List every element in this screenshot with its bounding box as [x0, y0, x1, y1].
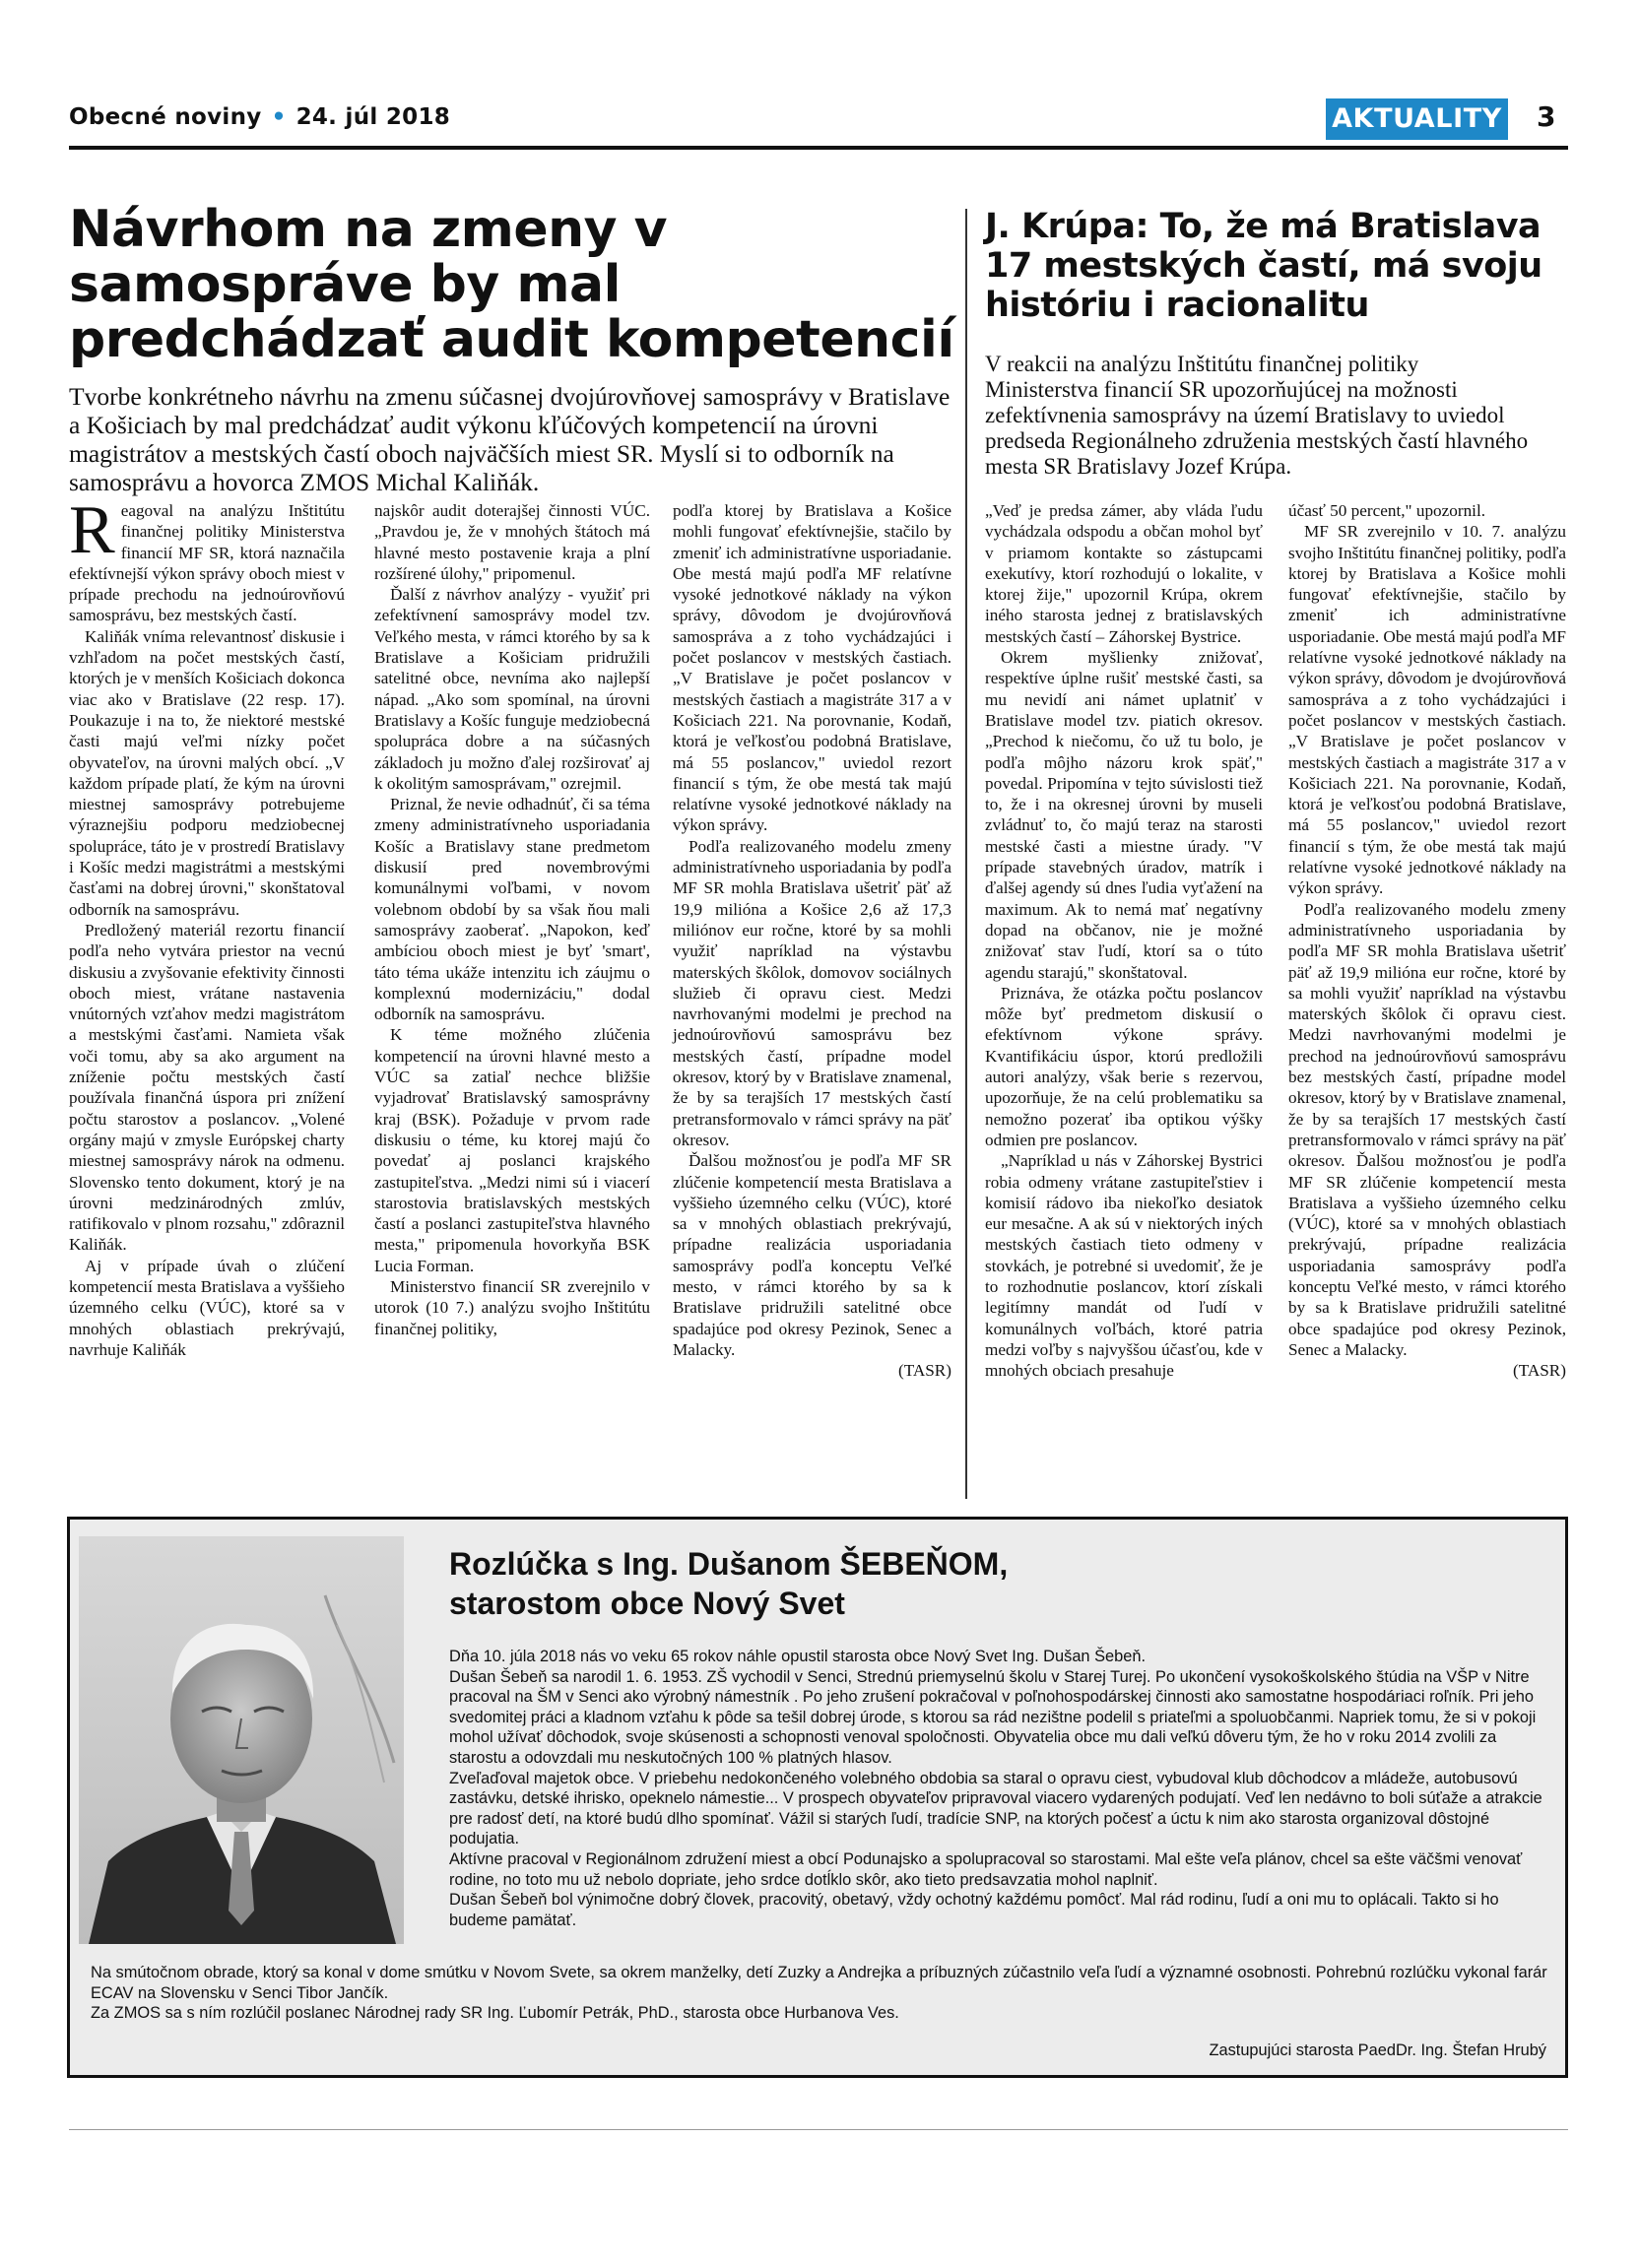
paragraph: Podľa realizovaného modelu zmeny administratívneho usporiadania by podľa MF SR mohla Bratislava ušetriť päť až 19,9 milióna a Košice 2,6 až 17,3 miliónov eur ročne, ktoré by sa mohli využiť napríklad na výstavbu materských škôlok, domovov sociálnych služieb či opravu ciest. Medzi navrhovanými modelmi je prechod na jednoúrovňovú samosprávu bez mestských častí, prípadne model okresov, ktorý by v Bratislave znamenal, že by sa terajších 17 mestských častí pretransformovalo v rámci správy na päť okresov. [673, 836, 951, 1149]
portrait-illustration [79, 1536, 404, 1944]
paragraph: Zveľaďoval majetok obce. V priebehu nedokončeného volebného obdobia sa staral o opravu ciest, vybudoval klub dôchodcov a mládeže, autobusovú zastávku, detské ihrisko, opeknelo námestie... V prospech obyvateľov pripravoval viacero vydarených podujatí. Veď len nedávno to boli súťaže a atrakcie pre radosť detí, na ktoré budú dlho spomínať. Vážil si starých ľudí, tradície SNP, na ktorých počesť a úctu k nim ako starosta organizoval dôstojné podujatia. [449, 1769, 1542, 1848]
paragraph: Predložený materiál rezortu financií podľa neho vytvára priestor na vecnú diskusiu a zvyšovanie efektivity činnosti oboch miest, vrátane nastavenia vnútorných vzťahov medzi magistrátom a mestskými časťami. Namieta však voči tomu, aby sa ako argument na zníženie počtu mestských častí používala finančná úspora pri znížení počtu starostov a poslancov. „Volené orgány majú v zmysle Európskej charty miestnej samosprávy nárok na odmenu. Slovensko tento dokument, ktorý je na úrovni medzinárodných zmlúv, ratifikovalo v plnom rozsahu," zdôraznil Kaliňák. [69, 920, 345, 1255]
article2-column-1 [985, 500, 1263, 1381]
paragraph: Dušan Šebeň bol výnimočne dobrý človek, pracovitý, obetavý, vždy ochotný každému pomôcť. Mal rád rodinu, ľudí a oni mu to oplácali. Takto si ho budeme pamätať. [449, 1891, 1499, 1929]
article2-column-2 [1288, 500, 1566, 1381]
paragraph: „Napríklad u nás v Záhorskej Bystrici robia odmeny vrátane zastupiteľstiev i komisií rádovo iba niekoľko desiatok eur mesačne. A ak sú v niektorých iných mestských častiach tieto odmeny v stovkách, je potrebné si uvedomiť, že je to rozhodnutie poslancov, ktorí získali legitímny mandát od ľudí v komunálnych voľbách, ktoré patria medzi voľby s najvyššou účasťou, kde v mnohých obciach presahuje [985, 1151, 1263, 1381]
paragraph: Dušan Šebeň sa narodil 1. 6. 1953. ZŠ vychodil v Senci, Strednú priemyselnú školu v Starej Turej. Po ukončení vysokoškolského štúdia na VŠP v Nitre pracoval na ŠM v Senci ako výrobný námestník . Po jeho zrušení pokračoval v poľnohospodárskej činnosti ako samostatne hospodáriaci roľník. Pri jeho svedomitej práci a kladnom vzťahu k pôde sa tešil dobrej úrode, s ktorou sa rád nezištne podelil s priateľmi a spoluobčanmi. Napriek tomu, že si v pokoji mohol užívať dôchodok, svoje skúsenosti a schopnosti venoval spoločnosti. Obyvatelia obce mu dali veľkú dôveru tým, že ho v roku 2014 zvolili za starostu a odovzdali mu neskutočných 100 % platných hlasov. [449, 1667, 1537, 1767]
paragraph: Na smútočnom obrade, ktorý sa konal v dome smútku v Novom Svete, sa okrem manželky, detí Zuzky a Andrejka a príbuzných zúčastnilo veľa ľudí a významné osobnosti. Pohrebnú rozlúčku vykonal farár ECAV na Slovensku v Senci Tibor Jančík. [91, 1964, 1547, 2002]
article2-headline: J. Krúpa: To, že má Bratislava 17 mestských častí, má svoju históriu i racionalitu [985, 207, 1542, 325]
paragraph: Priznal, že nevie odhadnúť, či sa téma zmeny administratívneho usporiadania Košíc a Bratislavy stane predmetom diskusií pred novembrovými komunálnymi voľbami, v novom volebnom období by sa však ňou mali samosprávy zaoberať. „Napokon, keď ambíciou oboch miest je byť 'smart', táto téma ukáže intenzitu ich záujmu o komplexnú modernizáciu," dodal odborník na samosprávu. [374, 795, 650, 1024]
article1-headline: Návrhom na zmeny v samospráve by mal predchádzať audit kompetencií [69, 200, 954, 369]
paragraph: „Veď je predsa zámer, aby vláda ľudu vychádzala odspodu a občan mohol byť v priamom kontakte so zástupcami exekutívy, ktorí rozhodujú o lokalite, v ktorej žije," upozornil Krúpa, okrem iného starosta jednej z bratislavských mestských častí – Záhorskej Bystrice. [985, 501, 1263, 646]
obituary-footer [91, 1963, 1548, 2024]
issue-date: 24. júl 2018 [295, 104, 451, 130]
article1-column-2 [374, 500, 650, 1339]
obituary-title-line-1: Rozlúčka s Ing. Dušanom ŠEBEŇOM, [449, 1546, 1009, 1582]
paragraph: Ministerstvo financií SR zverejnilo v utorok (10 7.) analýzu svojho Inštitútu finančnej politiky, [374, 1276, 650, 1338]
footer-rule [69, 2129, 1568, 2130]
paragraph: Ďalšou možnosťou je podľa MF SR zlúčenie kompetencií mesta Bratislava a vyššieho územného celku (VÚC), ktoré sa v mnohých oblastiach prekrývajú, prípadne realizácia usporiadania samosprávy podľa konceptu Veľké mesto, v rámci ktorého by sa k Bratislave pridružili satelitné obce spadajúce pod okresy Pezinok, Senec a Malacky. [673, 1151, 951, 1359]
paragraph: Podľa realizovaného modelu zmeny administratívneho usporiadania by podľa MF SR mohla Bratislava ušetriť päť až 19,9 milióna eur ročne, ktoré by sa mohli využiť napríklad na výstavbu materských škôlok či opravu ciest. Medzi navrhovanými modelmi je prechod na jednoúrovňovú samosprávu bez mestských častí, prípadne model okresov, ktorý by v Bratislave znamenal, že by sa terajších 17 mestských častí pretransformovalo v rámci správy na päť okresov. Ďalšou možnosťou je podľa MF SR zlúčenie kompetencií mesta Bratislava a vyššieho územného celku (VÚC), ktoré sa v mnohých oblastiach prekrývajú, prípadne realizácia usporiadania samosprávy podľa konceptu Veľké mesto, v rámci ktorého by sa k Bratislave pridružili satelitné obce spadajúce pod okresy Pezinok, Senec a Malacky. [1288, 899, 1566, 1359]
paragraph: MF SR zverejnilo v 10. 7. analýzu svojho Inštitútu finančnej politiky, podľa ktorej by Bratislava a Košice mohli fungovať efektívnejšie, stačilo by zmeniť ich administratívne usporiadanie. Obe mestá majú podľa MF relatívne vysoké jednotkové náklady na výkon správy, dôvodom je dvojúrovňová samospráva a z toho vychádzajúci i počet poslancov v mestských častiach. „V Bratislave je počet poslancov v mestských častiach a magistráte 317 a v Košiciach 221. Na porovnanie, Kodaň, ktorá je veľkosťou podobná Bratislave, má 55 poslancov," uviedol rezort financií s tým, že obe mestá tak majú relatívne vysoké jednotkové náklady na výkon správy. [1288, 522, 1566, 898]
paragraph: Reagoval na analýzu Inštitútu finančnej politiky Ministerstva financií MF SR, ktorá naznačila efektívnejší výkon správy oboch miest v prípade prechodu na jednoúrovňovú samosprávu, bez mestských častí. [69, 492, 345, 625]
column-divider [965, 209, 967, 1499]
article2-lead: V reakcii na analýzu Inštitútu finančnej politiky Ministerstva financií SR upozorňujúcej na možnosti zefektívnenia samosprávy na území Bratislavy to uviedol predseda Regionálneho združenia mestských častí hlavného mesta SR Bratislavy Jozef Krúpa. [985, 352, 1529, 479]
publication-name: Obecné noviny [69, 104, 262, 130]
section-label: AKTUALITY [1326, 98, 1508, 140]
page-number: 3 [1537, 100, 1556, 133]
paragraph: Okrem myšlienky znižovať, respektíve úplne rušiť mestské časti, sa mu nevidí ani námet uplatniť v Bratislave model tzv. piatich okresov. „Prechod k niečomu, čo už tu bolo, je podľa môjho názoru krok späť," povedal. Pripomína v tejto súvislosti tiež to, že i na okresnej úrovni by museli zvládnuť to, čo majú teraz na starosti mestské časti a miestne úrady. "V prípade stavebných úradov, matrík i ďalšej agendy sú dnes ľudia vyťažení na maximum. Ak to nemá mať negatívny dopad na občanov, nie je možné znižovať stav ľudí, ktorí sa o túto agendu starajú," skonštatoval. [985, 648, 1263, 982]
obituary-signature: Zastupujúci starosta PaedDr. Ing. Štefan Hrubý [1209, 2041, 1546, 2059]
article1-lead: Tvorbe konkrétneho návrhu na zmenu súčasnej dvojúrovňovej samosprávy v Bratislave a Košiciach by mal predchádzať audit výkonu kľúčových kompetencií na úrovni magistrátov a mestských častí oboch najväčších miest SR. Myslí si to odborník na samosprávu a hovorca ZMOS Michal Kaliňák. [69, 382, 951, 496]
drop-cap: R [69, 492, 115, 568]
article1-source: (TASR) [897, 1361, 951, 1381]
paragraph: podľa ktorej by Bratislava a Košice mohli fungovať efektívnejšie, stačilo by zmeniť ich administratívne usporiadanie. Obe mestá majú podľa MF relatívne vysoké jednotkové náklady na výkon správy, dôvodom je dvojúrovňová samospráva a z toho vychádzajúci i počet poslancov v mestských častiach. „V Bratislave je počet poslancov v mestských častiach a magistráte 317 a v Košiciach 221. Na porovnanie, Kodaň, ktorá je veľkosťou podobná Bratislave, má 55 poslancov," uviedol rezort financií s tým, že obe mestá tak majú relatívne vysoké jednotkové náklady na výkon správy. [673, 501, 951, 835]
paragraph: Priznáva, že otázka počtu poslancov môže byť predmetom diskusií o efektívnom výkone správy. Kvantifikáciu úspor, ktorú predložili autori analýzy, však berie s rezervou, upozorňuje, že na celú problematiku sa nemožno pozerať iba optikou výšky odmien pre poslancov. [985, 983, 1263, 1149]
portrait-photo [79, 1536, 404, 1944]
article2-source: (TASR) [1512, 1361, 1566, 1381]
header-rule [69, 146, 1568, 150]
paragraph: Kaliňák vníma relevantnosť diskusie i vzhľadom na počet mestských častí, ktorých je v menších Košiciach dokonca viac ako v Bratislave (22 resp. 17). Poukazuje i na to, že niektoré mestské časti majú veľmi nízky počet obyvateľov, na úrovni malých obcí. „V každom prípade platí, že kým na úrovni miestnej samosprávy potrebujeme výraznejšiu podporu medziobecnej spolupráce, táto je v prostredí Bratislavy i Košíc medzi magistrátmi a mestskými časťami na dobrej úrovni," skonštatoval odborník na samosprávu. [69, 626, 345, 919]
paragraph: Aj v prípade úvah o zlúčení kompetencií mesta Bratislava a vyššieho územného celku (VÚC), ktoré sa v mnohých oblastiach prekrývajú, navrhuje Kaliňák [69, 1256, 345, 1359]
paragraph: Dňa 10. júla 2018 nás vo veku 65 rokov náhle opustil starosta obce Nový Svet Ing. Dušan Šebeň. [449, 1648, 1147, 1665]
obituary-title [449, 1544, 1533, 1623]
paragraph: Za ZMOS sa s ním rozlúčil poslanec Národnej rady SR Ing. Ľubomír Petrák, PhD., starosta obce Hurbanova Ves. [91, 2004, 899, 2023]
paragraph: Aktívne pracoval v Regionálnom združení miest a obcí Podunajsko a spolupracoval so starostami. Mal ešte veľa plánov, chcel sa ešte väčšmi venovať rodine, no toto mu už nebolo dopriate, jeho srdce dotĺklo skôr, ako tieto predsavzatia mohol naplniť. [449, 1849, 1523, 1889]
masthead [69, 104, 450, 130]
article1-column-3 [673, 500, 951, 1381]
separator-dot: • [271, 104, 287, 130]
paragraph: účasť 50 percent," upozornil. [1288, 501, 1486, 520]
paragraph: najskôr audit doterajšej činnosti VÚC. „Pravdou je, že v mnohých štátoch má hlavné mesto postavenie kraja a plní rozšírené úlohy," pripomenul. [374, 501, 650, 583]
article1-column-1 [69, 492, 345, 1360]
paragraph: Ďalší z návrhov analýzy - využiť pri zefektívnení samosprávy model tzv. Veľkého mesta, v rámci ktorého by sa k Bratislave a Košiciam pridružili satelitné obce, nevníma ako najlepší nápad. „Ako som spomínal, na úrovni Bratislavy a Košíc funguje medziobecná spolupráca dobre a na súčasných základoch ju možno ďalej rozširovať aj k okolitým samosprávam," ozrejmil. [374, 585, 650, 793]
obituary-body [449, 1647, 1542, 1930]
obituary-title-line-2: starostom obce Nový Svet [449, 1586, 845, 1621]
paragraph: K téme možného zlúčenia kompetencií na úrovni hlavné mesto a VÚC sa zatiaľ nechce bližšie vyjadrovať Bratislavský samosprávny kraj (BSK). Požaduje v prvom rade diskusiu o téme, ku ktorej majú čo povedať aj poslanci krajského zastupiteľstva. „Medzi nimi sú i viacerí starostovia bratislavských mestských častí a poslanci zastupiteľstva hlavného mesta," pripomenula hovorkyňa BSK Lucia Forman. [374, 1025, 650, 1275]
